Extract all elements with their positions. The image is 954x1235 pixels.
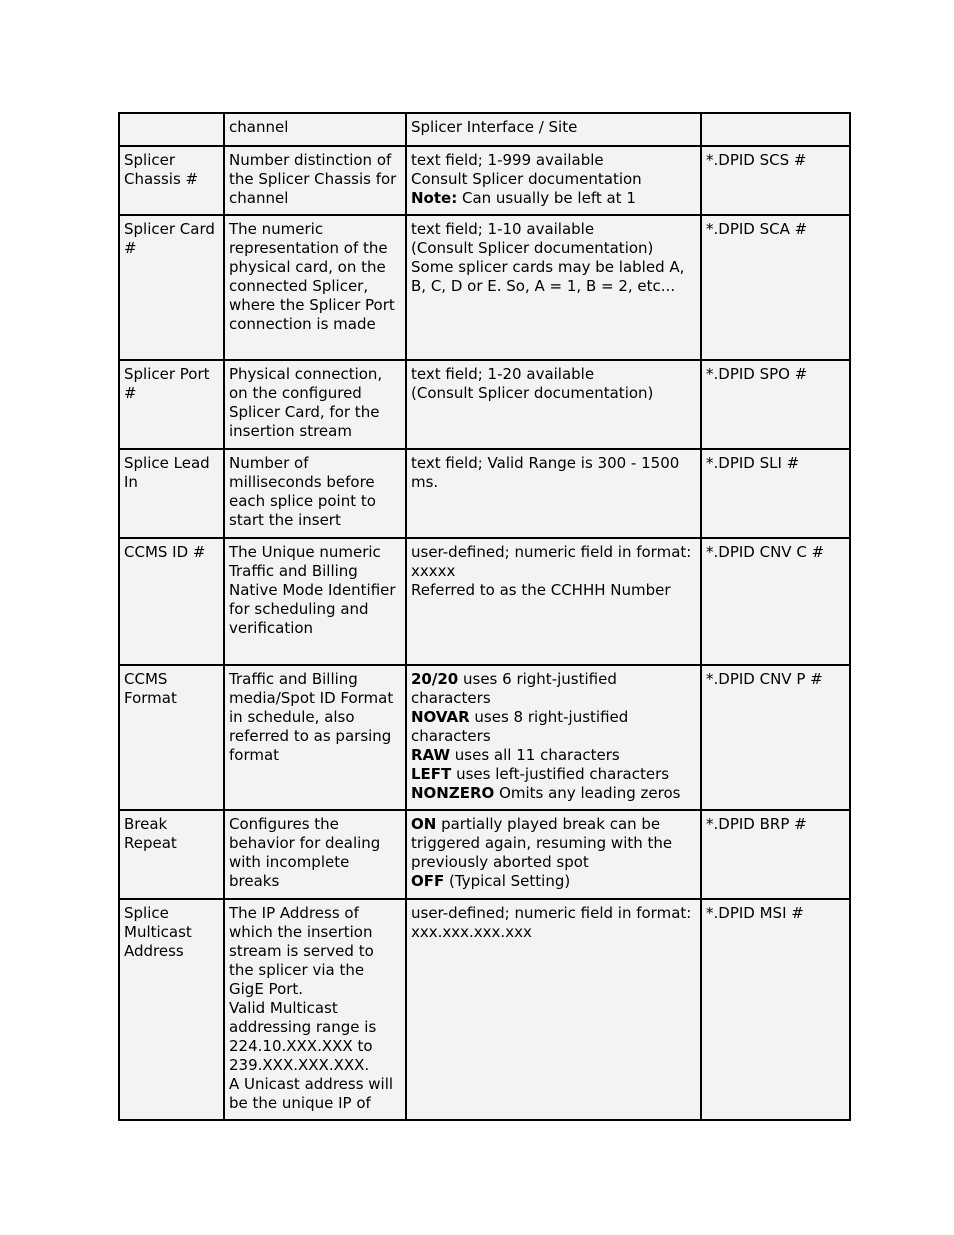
param-value-line: OFF (Typical Setting) bbox=[411, 872, 571, 890]
param-description: Number distinction of the Splicer Chassis for channel bbox=[229, 151, 397, 207]
param-code: *.DPID CNV C # bbox=[706, 543, 825, 561]
param-code-cell bbox=[701, 449, 850, 538]
param-code: *.DPID SCS # bbox=[706, 151, 807, 169]
param-description-cell bbox=[224, 899, 406, 1120]
param-name: Splicer Chassis # bbox=[124, 151, 199, 188]
param-value-line: text field; 1-999 available bbox=[411, 151, 604, 169]
param-value-line: Note: Can usually be left at 1 bbox=[411, 189, 636, 207]
parameter-table-body bbox=[119, 113, 850, 1120]
param-code-cell bbox=[701, 665, 850, 810]
param-code-cell bbox=[701, 215, 850, 360]
param-values-cell bbox=[406, 113, 701, 146]
param-value-line: user-defined; numeric field in format: xxx.xxx.xxx.xxx bbox=[411, 904, 692, 941]
param-code: *.DPID SPO # bbox=[706, 365, 808, 383]
table-row bbox=[119, 899, 850, 1120]
param-values-cell bbox=[406, 360, 701, 449]
param-value-line: NONZERO Omits any leading zeros bbox=[411, 784, 681, 802]
param-description-cell bbox=[224, 360, 406, 449]
param-values-cell bbox=[406, 810, 701, 899]
param-description: Valid Multicast addressing range is 224.10.XXX.XXX to 239.XXX.XXX.XXX. bbox=[229, 999, 377, 1074]
param-name-cell bbox=[119, 146, 224, 215]
param-values-cell bbox=[406, 146, 701, 215]
param-name: Splice Lead In bbox=[124, 454, 210, 491]
param-name: Splicer Port # bbox=[124, 365, 210, 402]
param-description-cell bbox=[224, 146, 406, 215]
param-description: Physical connection, on the configured Splicer Card, for the insertion stream bbox=[229, 365, 383, 440]
param-name-cell bbox=[119, 810, 224, 899]
table-row bbox=[119, 215, 850, 360]
param-code-cell bbox=[701, 146, 850, 215]
param-name-cell bbox=[119, 538, 224, 665]
param-code-cell bbox=[701, 360, 850, 449]
param-description: Traffic and Billing media/Spot ID Format in schedule, also referred to as parsing format bbox=[229, 670, 394, 764]
table-row bbox=[119, 449, 850, 538]
param-name-cell bbox=[119, 665, 224, 810]
param-description: A Unicast address will be the unique IP of bbox=[229, 1075, 394, 1112]
param-name: CCMS ID # bbox=[124, 543, 206, 561]
param-description-cell bbox=[224, 810, 406, 899]
table-row bbox=[119, 360, 850, 449]
param-name-cell bbox=[119, 360, 224, 449]
param-value-line: text field; 1-10 available bbox=[411, 220, 595, 238]
param-value-line: text field; 1-20 available bbox=[411, 365, 595, 383]
param-value-line: RAW uses all 11 characters bbox=[411, 746, 620, 764]
param-description: channel bbox=[229, 118, 289, 136]
param-value-line: 20/20 uses 6 right-justified characters bbox=[411, 670, 617, 707]
param-code-cell bbox=[701, 113, 850, 146]
param-name: CCMS Format bbox=[124, 670, 177, 707]
param-value-line: NOVAR uses 8 right-justified characters bbox=[411, 708, 629, 745]
param-value-line: ON partially played break can be triggered again, resuming with the previously aborted spot bbox=[411, 815, 673, 871]
param-code-cell bbox=[701, 810, 850, 899]
param-value-line: (Consult Splicer documentation) bbox=[411, 239, 654, 257]
param-values-cell bbox=[406, 538, 701, 665]
parameter-table bbox=[118, 112, 851, 1121]
param-name: Break Repeat bbox=[124, 815, 177, 852]
table-row bbox=[119, 146, 850, 215]
table-row bbox=[119, 538, 850, 665]
param-code-cell bbox=[701, 538, 850, 665]
param-code: *.DPID SCA # bbox=[706, 220, 808, 238]
param-description: Configures the behavior for dealing with incomplete breaks bbox=[229, 815, 381, 890]
param-name-cell bbox=[119, 899, 224, 1120]
param-description: The Unique numeric Traffic and Billing Native Mode Identifier for scheduling and verification bbox=[229, 543, 396, 637]
param-description-cell bbox=[224, 538, 406, 665]
param-value-line: (Consult Splicer documentation) bbox=[411, 384, 654, 402]
param-value-line: Referred to as the CCHHH Number bbox=[411, 581, 671, 599]
param-code: *.DPID SLI # bbox=[706, 454, 800, 472]
param-name-cell bbox=[119, 113, 224, 146]
param-value-line: Some splicer cards may be labled A, B, C, D or E. So, A = 1, B = 2, etc... bbox=[411, 258, 685, 295]
param-value-line: LEFT uses left-justified characters bbox=[411, 765, 670, 783]
param-description: The IP Address of which the insertion stream is served to the splicer via the GigE Port. bbox=[229, 904, 374, 998]
param-code: *.DPID CNV P # bbox=[706, 670, 823, 688]
param-name: Splicer Card # bbox=[124, 220, 215, 257]
param-code-cell bbox=[701, 899, 850, 1120]
table-row bbox=[119, 810, 850, 899]
param-description-cell bbox=[224, 665, 406, 810]
param-code: *.DPID BRP # bbox=[706, 815, 807, 833]
param-name-cell bbox=[119, 449, 224, 538]
table-row bbox=[119, 113, 850, 146]
param-name-cell bbox=[119, 215, 224, 360]
param-value-line: Splicer Interface / Site bbox=[411, 118, 578, 136]
param-code: *.DPID MSI # bbox=[706, 904, 804, 922]
param-values-cell bbox=[406, 449, 701, 538]
param-name: Splice Multicast Address bbox=[124, 904, 192, 960]
param-description-cell bbox=[224, 215, 406, 360]
param-values-cell bbox=[406, 215, 701, 360]
param-value-line: text field; Valid Range is 300 - 1500 ms. bbox=[411, 454, 680, 491]
param-values-cell bbox=[406, 665, 701, 810]
param-description-cell bbox=[224, 113, 406, 146]
param-description-cell bbox=[224, 449, 406, 538]
param-description: Number of milliseconds before each splice point to start the insert bbox=[229, 454, 376, 529]
param-description: The numeric representation of the physical card, on the connected Splicer, where the Splicer Port connection is made bbox=[229, 220, 395, 333]
param-value-line: Consult Splicer documentation bbox=[411, 170, 642, 188]
table-row bbox=[119, 665, 850, 810]
param-value-line: user-defined; numeric field in format: xxxxx bbox=[411, 543, 692, 580]
param-values-cell bbox=[406, 899, 701, 1120]
